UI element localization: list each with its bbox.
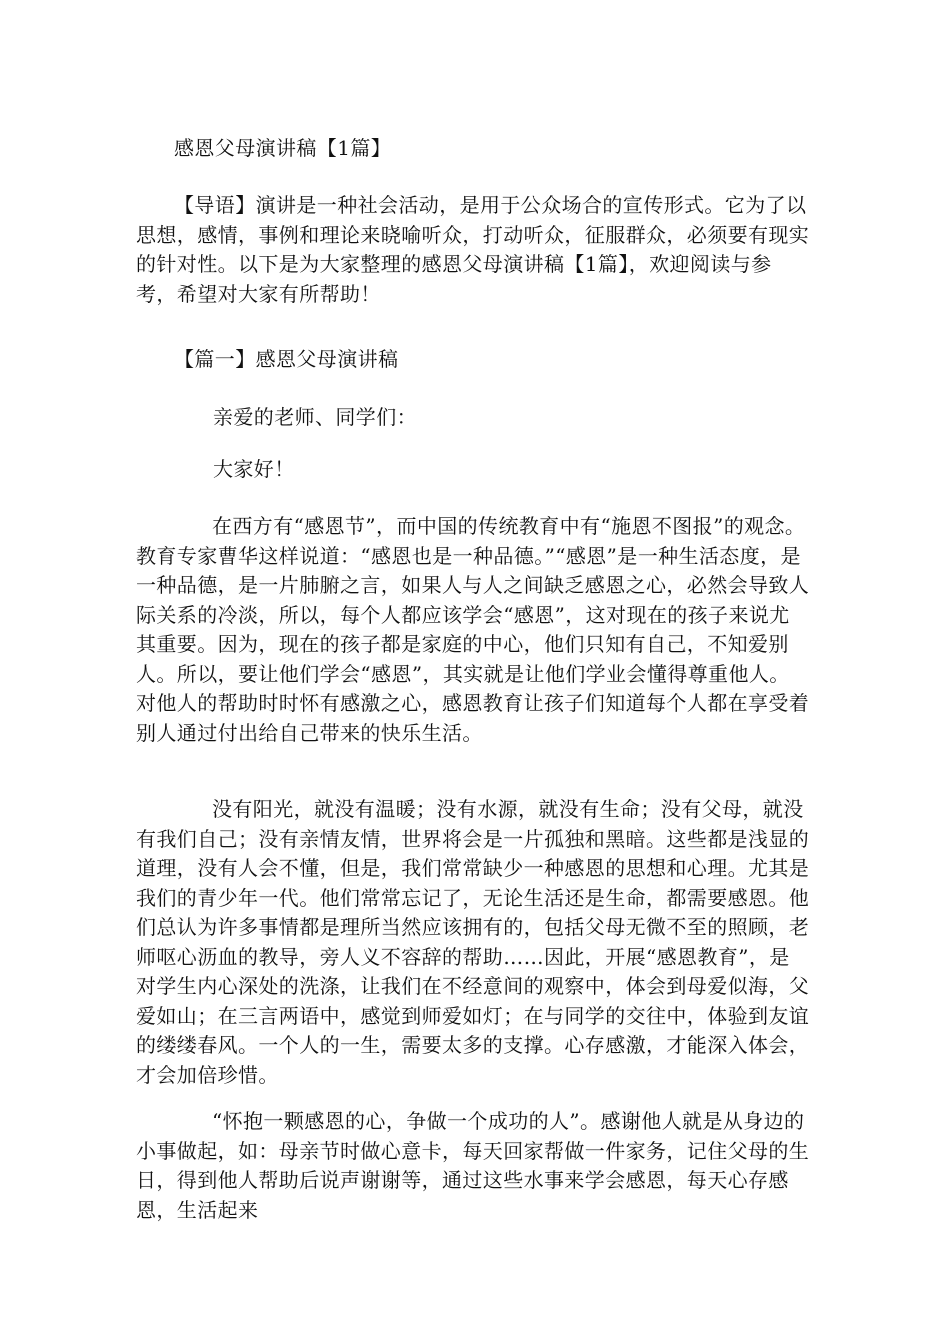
- greeting: 大家好！: [213, 457, 295, 481]
- body-paragraph-1: 在西方有“感恩节”，而中国的传统教育中有“施恩不图报”的观念。教育专家曹华这样说道：“感恩也是一种品德。”“感恩”是一种生活态度，是一种品德，是一片肺腑之言，如果人与人之间缺乏感恩之心，必然会导致人际关系的冷淡，所以，每个人都应该学会“感恩”，这对现在的孩子来说尤其重要。因为，现在的孩子都是家庭的中心，他们只知有自己，不知爱别人。所以，要让他们学会“感恩”，其实就是让他们学业会懂得尊重他人。对他人的帮助时时怀有感激之心，感恩教育让孩子们知道每个人都在享受着别人通过付出给自己带来的快乐生活。: [136, 514, 810, 745]
- section-heading: 【篇一】感恩父母演讲稿: [174, 347, 399, 371]
- body-paragraph-3: “怀抱一颗感恩的心，争做一个成功的人”。感谢他人就是从身边的小事做起，如：母亲节时做心意卡，每天回家帮做一件家务，记住父母的生日，得到他人帮助后说声谢谢等，通过这些水事来学会感恩，每天心存感恩，生活起来: [136, 1109, 810, 1222]
- salutation: 亲爱的老师、同学们：: [213, 405, 417, 429]
- body-paragraph-2: 没有阳光，就没有温暖；没有水源，就没有生命；没有父母，就没有我们自己；没有亲情友情，世界将会是一片孤独和黑暗。这些都是浅显的道理，没有人会不懂，但是，我们常常缺少一种感恩的思想和心理。尤其是我们的青少年一代。他们常常忘记了，无论生活还是生命，都需要感恩。他们总认为许多事情都是理所当然应该拥有的，包括父母无微不至的照顾，老师呕心沥血的教导，旁人义不容辞的帮助……因此，开展“感恩教育”，是对学生内心深处的洗涤，让我们在不经意间的观察中，体会到母爱似海，父爱如山；在三言两语中，感觉到师爱如灯；在与同学的交往中，体验到友谊的缕缕春风。一个人的一生，需要太多的支撑。心存感激，才能深入体会，才会加倍珍惜。: [136, 797, 810, 1087]
- document-title: 感恩父母演讲稿【1篇】: [174, 136, 392, 160]
- intro-paragraph: 【导语】演讲是一种社会活动，是用于公众场合的宣传形式。它为了以思想，感情，事例和理论来晓喻听众，打动听众，征服群众，必须要有现实的针对性。以下是为大家整理的感恩父母演讲稿【1篇】，欢迎阅读与参考，希望对大家有所帮助！: [136, 193, 810, 306]
